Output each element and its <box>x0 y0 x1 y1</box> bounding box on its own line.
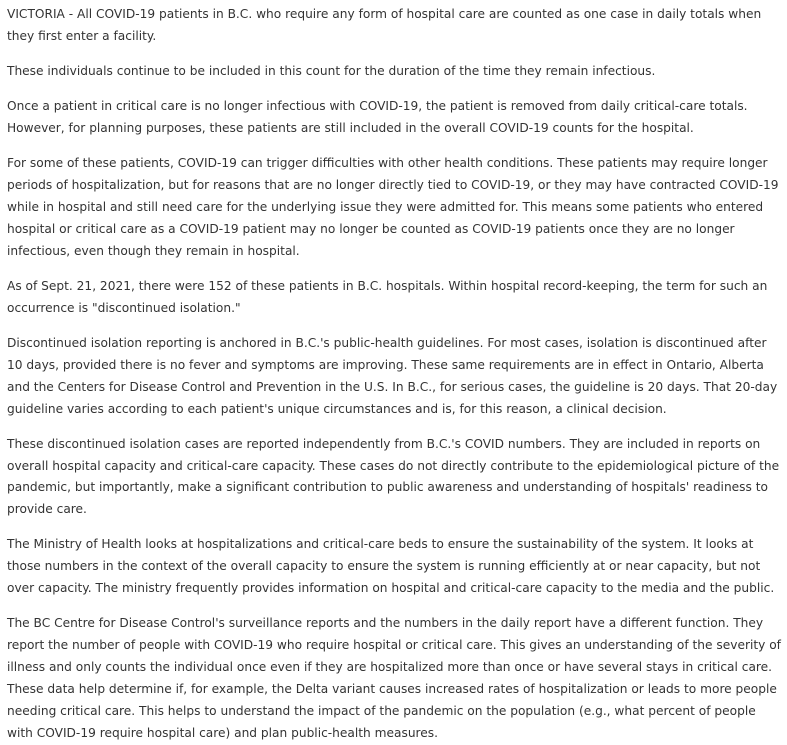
paragraph-infectious-duration: These individuals continue to be included in this count for the duration of the time they remain infectious. <box>7 64 656 78</box>
paragraph-bccdc: The BC Centre for Disease Control's surveillance reports and the numbers in the daily report have a different function. They report the number of people with COVID-19 who require hospital or critical care. This gives an understanding of the severity of illness and only counts the individual once even if they are hospitalized more than once or have several stays in critical care. These data help determine if, for example, the Delta variant causes increased rates of hospitalization or leads to more people needing critical care. This helps to understand the impact of the pandemic on the population (e.g., what percent of people with COVID-19 require hospital care) and plan public-health measures. <box>7 616 781 740</box>
paragraph-intro: VICTORIA - All COVID-19 patients in B.C. who require any form of hospital care are counted as one case in daily totals when they first enter a facility. <box>7 7 762 43</box>
paragraph-guidelines: Discontinued isolation reporting is anchored in B.C.'s public-health guidelines. For most cases, isolation is discontinued after 10 days, provided there is no fever and symptoms are improving. These same requirements are in effect in Ontario, Alberta and the Centers for Disease Control and Prevention in the U.S. In B.C., for serious cases, the guideline is 20 days. That 20-day guideline varies according to each patient's unique circumstances and is, for this reason, a clinical decision. <box>7 335 778 416</box>
paragraph-other-conditions: For some of these patients, COVID-19 can trigger difficulties with other health conditions. These patients may require longer periods of hospitalization, but for reasons that are no longer directly tied to COVID-19, or they may have contracted COVID-19 while in hospital and still need care for the underlying issue they were admitted for. This means some patients who entered hospital or critical care as a COVID-19 patient may no longer be counted as COVID-19 patients once they are no longer infectious, even though they remain in hospital. <box>7 156 779 258</box>
paragraph-patient-count: As of Sept. 21, 2021, there were 152 of these patients in B.C. hospitals. Within hospital record-keeping, the term for such an occurrence is "discontinued isolation." <box>7 278 768 315</box>
paragraph-ministry: The Ministry of Health looks at hospitalizations and critical-care beds to ensure the sustainability of the system. It looks at those numbers in the context of the overall capacity to ensure the system is running efficiently at or near capacity, but not over capacity. The ministry frequently provides information on hospital and critical-care capacity to the media and the public. <box>7 537 775 596</box>
paragraph-critical-care-removal: Once a patient in critical care is no longer infectious with COVID-19, the patient is removed from daily critical-care totals. However, for planning purposes, these patients are still included in the overall COVID-19 counts for the hospital. <box>7 99 748 135</box>
paragraph-independent-reporting: These discontinued isolation cases are reported independently from B.C.'s COVID numbers. They are included in reports on overall hospital capacity and critical-care capacity. These cases do not directly contribute to the epidemiological picture of the pandemic, but importantly, make a significant contribution to public awareness and understanding of hospitals' readiness to provide care. <box>7 436 780 517</box>
